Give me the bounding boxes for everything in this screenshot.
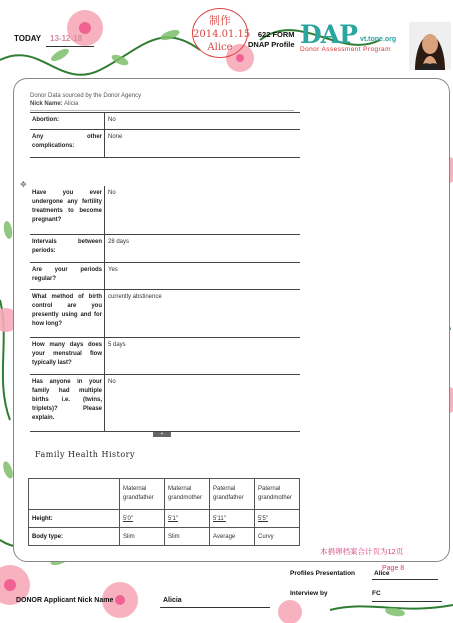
stamp-line-3: Alice	[207, 42, 233, 53]
body-type-value: Slim	[120, 528, 165, 546]
data-source-text: Donor Data sourced by the Donor Agency	[30, 93, 142, 99]
table-row	[30, 289, 300, 337]
portrait-icon	[409, 22, 451, 70]
table-row	[30, 337, 300, 374]
table-row	[30, 130, 300, 158]
family-health-history-title: Family Health History	[35, 450, 136, 459]
answer-cell: No	[105, 374, 301, 431]
dap-logo-subtitle: Donor Assessment Program	[300, 46, 391, 53]
question-cell: Are your periods regular?	[30, 262, 105, 289]
header-divider	[30, 110, 294, 111]
question-cell: What method of birth control are you presently using and for how long?	[30, 289, 105, 337]
row-label: Height:	[29, 510, 120, 528]
answer-cell: Yes	[105, 262, 301, 289]
stamp-line-1: 制作	[209, 14, 231, 27]
question-cell: Have you ever undergone any fertility treatments to become pregnant?	[30, 186, 105, 234]
profiles-presentation-label: Profiles Presentation	[290, 570, 356, 577]
profiles-presentation-value: Alice	[374, 570, 390, 577]
today-date: 13-12-18	[50, 34, 83, 43]
answer-cell: No	[105, 113, 301, 130]
donor-nick-name-value: Alicia	[163, 597, 182, 604]
table-collapse-tab[interactable]: +	[153, 432, 171, 437]
page-header	[0, 0, 453, 72]
interview-by-label: Interview by	[290, 590, 328, 597]
form-title-line-1: 622 FORM	[257, 30, 295, 39]
body-type-value: Average	[210, 528, 255, 546]
height-value: 5'0"	[120, 510, 165, 528]
table-header-row	[29, 479, 300, 510]
today-label: TODAY	[14, 34, 42, 43]
table-row	[30, 234, 300, 262]
dap-logo-site: vt.tone.org	[360, 36, 397, 43]
profiles-presentation-underline	[372, 579, 438, 580]
dap-logo: DAP	[300, 20, 357, 49]
column-header: Paternal grandmother	[255, 479, 300, 510]
table-move-handle-icon[interactable]: ✥	[20, 180, 27, 189]
table-row	[30, 262, 300, 289]
question-cell: How many days does your menstrual flow typically last?	[30, 337, 105, 374]
header-blank-cell	[29, 479, 120, 510]
body-type-value: Slim	[165, 528, 210, 546]
form-title-line-2: DNAP Profile	[248, 40, 295, 49]
question-cell: Has anyone in your family had multiple births i.e. (twins, triplets)? Please explain.	[30, 374, 105, 431]
height-value: 5'5"	[255, 510, 300, 528]
answer-cell: 5 days	[105, 337, 301, 374]
today-underline	[46, 46, 94, 47]
row-label: Body type:	[29, 528, 120, 546]
table-row	[30, 113, 300, 130]
answer-cell: 28 days	[105, 234, 301, 262]
column-header: Maternal grandmother	[165, 479, 210, 510]
page-number: Page 8	[382, 565, 405, 572]
answer-cell: currently abstinence	[105, 289, 301, 337]
answer-cell: No	[105, 186, 301, 234]
nick-name-value: Alicia	[64, 101, 79, 107]
page-count-note: 本捐卵档案合计页为12页	[320, 547, 404, 556]
table-row	[29, 510, 300, 528]
stamp-line-2: 2014.01.15	[193, 29, 251, 40]
family-health-history-table	[28, 478, 300, 546]
height-value: 5'1"	[165, 510, 210, 528]
form-title	[248, 30, 295, 50]
column-header: Paternal grandfather	[210, 479, 255, 510]
question-cell: Intervals between periods:	[30, 234, 105, 262]
production-stamp	[192, 8, 251, 58]
donor-nick-name-label: DONOR Applicant Nick Name	[16, 597, 114, 604]
interview-by-value: FC	[372, 590, 381, 597]
nick-name-line	[30, 101, 78, 107]
donor-nick-name-underline	[160, 607, 270, 608]
height-value: 5'11"	[210, 510, 255, 528]
answer-cell: None	[105, 130, 301, 158]
table-row	[30, 186, 300, 234]
question-cell: Any other complications:	[30, 130, 105, 158]
donor-photo	[409, 22, 451, 70]
question-cell: Abortion:	[30, 113, 105, 130]
interview-by-underline	[372, 601, 442, 602]
pregnancy-history-table	[30, 112, 300, 158]
nick-name-label: Nick Name:	[30, 101, 63, 107]
body-type-value: Curvy	[255, 528, 300, 546]
table-row	[29, 528, 300, 546]
column-header: Maternal grandfather	[120, 479, 165, 510]
table-row	[30, 374, 300, 431]
menstrual-history-table	[30, 186, 300, 432]
